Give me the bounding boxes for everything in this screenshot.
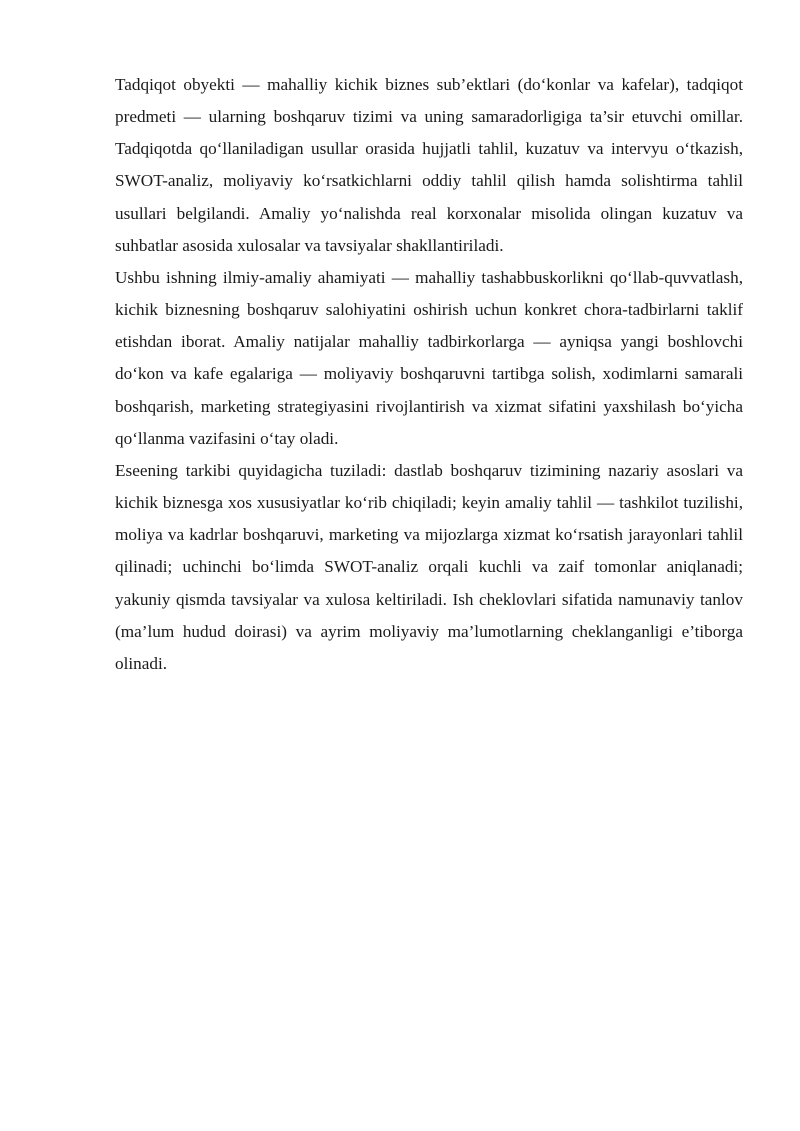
paragraph-structure: Eseening tarkibi quyidagicha tuziladi: dastlab boshqaruv tizimining nazariy asoslari va kichik biznesga xos xususiyatlar ko‘rib chiqiladi; keyin amaliy tahlil — tashkilot tuzilishi, moliya va kadrlar boshqaruvi, marketing va mijozlarga xizmat ko‘rsatish jarayonlari tahlil qilinadi; uchinchi bo‘limda SWOT-analiz orqali kuchli va zaif tomonlar aniqlanadi; yakuniy qismda tavsiyalar va xulosa keltiriladi. Ish cheklovlari sifatida namunaviy tanlov (ma’lum hudud doirasi) va ayrim moliyaviy ma’lumotlarning cheklanganligi e’tiborga olinadi. bbox=[115, 460, 743, 673]
paragraph-research-object: Tadqiqot obyekti — mahalliy kichik biznes sub’ektlari (do‘konlar va kafelar), tadqiqot predmeti — ularning boshqaruv tizimi va uning samaradorligiga ta’sir etuvchi omillar. Tadqiqotda qo‘llaniladigan usullar orasida hujjatli tahlil, kuzatuv va intervyu o‘tkazish, SWOT-analiz, moliyaviy ko‘rsatkichlarni oddiy tahlil qilish hamda solishtirma tahlil usullari belgilandi. Amaliy yo‘nalishda real korxonalar misolida olingan kuzatuv va suhbatlar asosida xulosalar va tavsiyalar shakllantiriladi. bbox=[115, 75, 743, 255]
document-body bbox=[115, 69, 743, 680]
paragraph-significance: Ushbu ishning ilmiy-amaliy ahamiyati — mahalliy tashabbuskorlikni qo‘llab-quvvatlash, kichik biznesning boshqaruv salohiyatini oshirish uchun konkret chora-tadbirlarni taklif etishdan iborat. Amaliy natijalar mahalliy tadbirkorlarga — ayniqsa yangi boshlovchi do‘kon va kafe egalariga — moliyaviy boshqaruvni tartibga solish, xodimlarni samarali boshqarish, marketing strategiyasini rivojlantirish va xizmat sifatini yaxshilash bo‘yicha qo‘llanma vazifasini o‘tay oladi. bbox=[115, 267, 743, 448]
